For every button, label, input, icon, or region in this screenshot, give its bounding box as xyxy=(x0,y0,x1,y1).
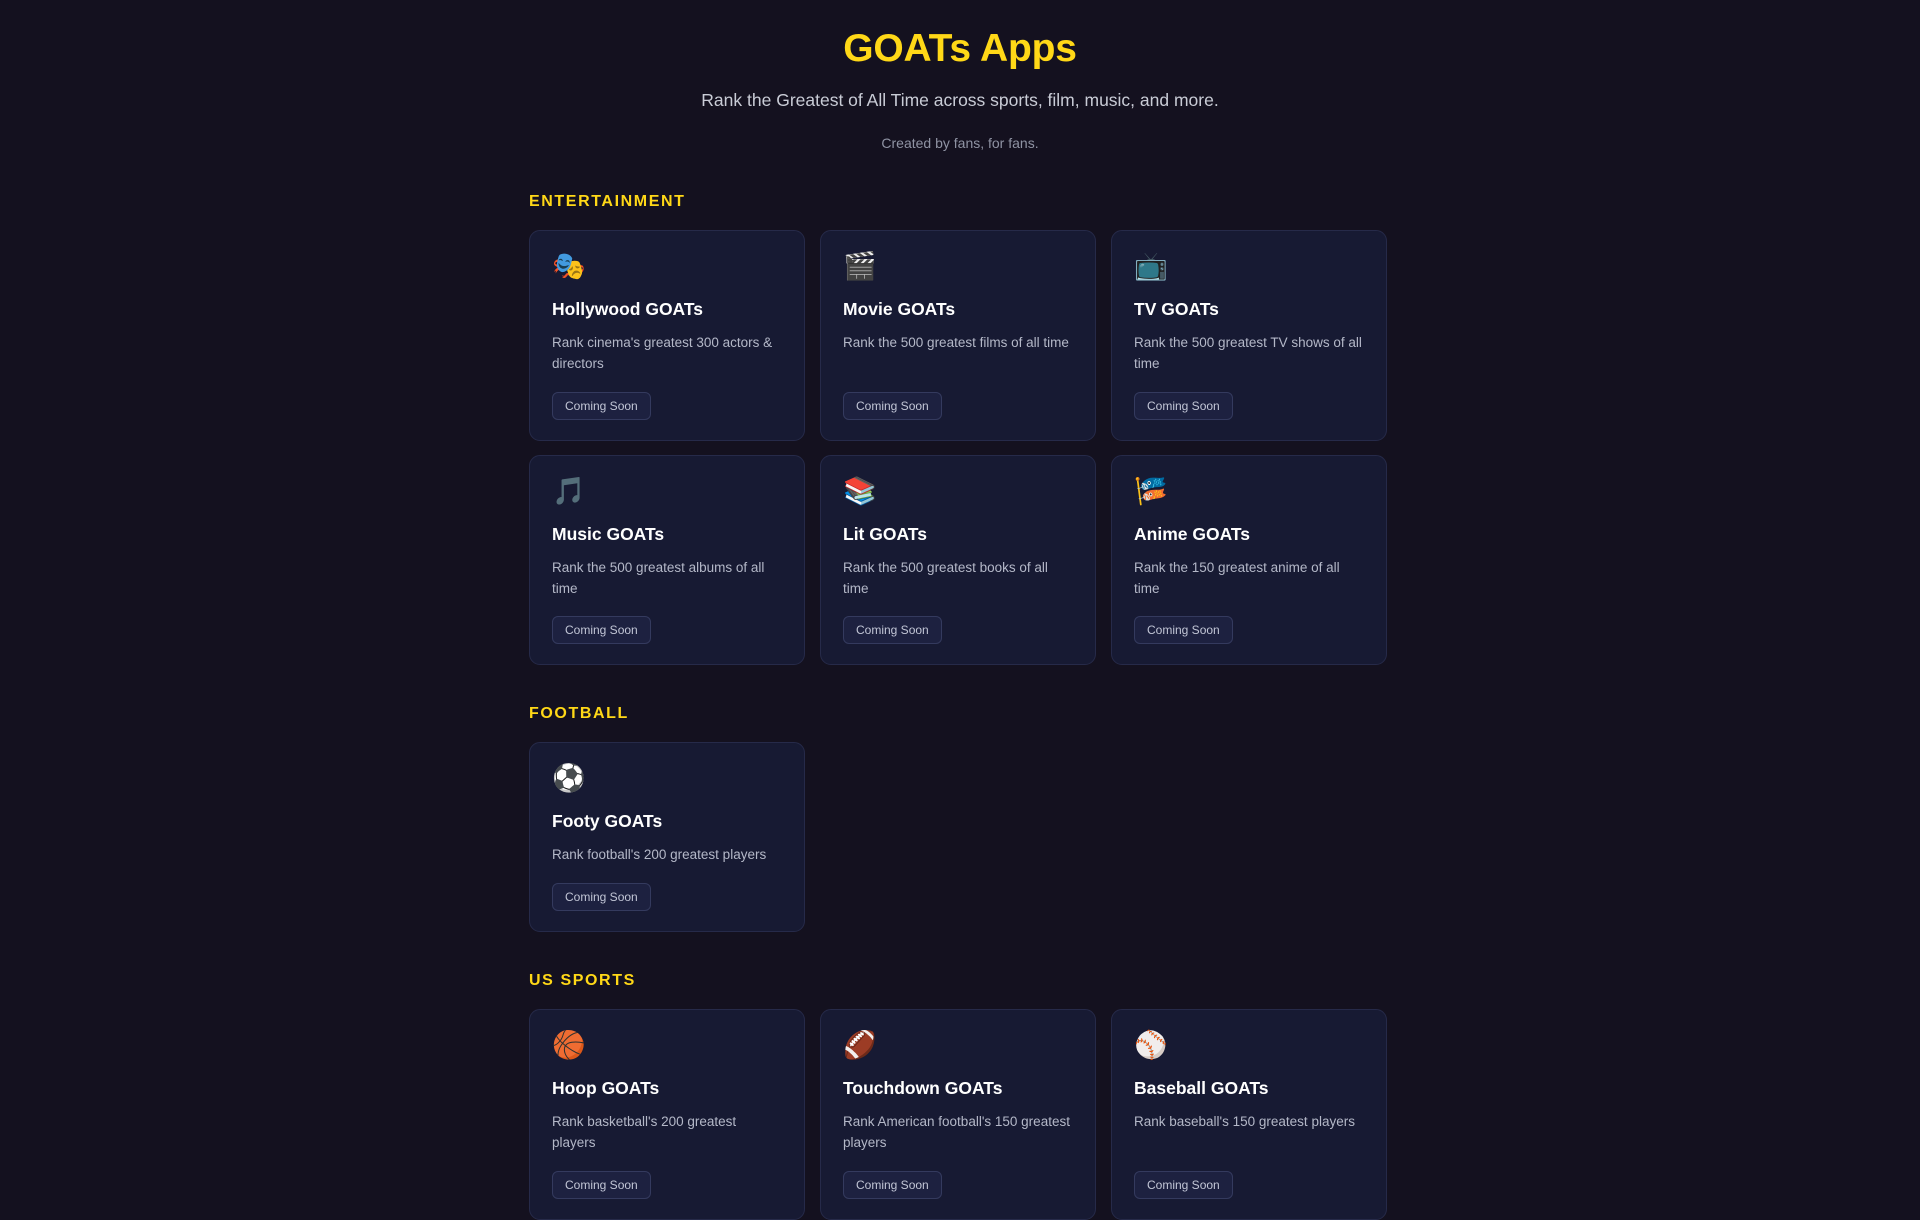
app-card-title: Touchdown GOATs xyxy=(843,1078,1003,1099)
app-card-title: Footy GOATs xyxy=(552,811,663,832)
status-badge: Coming Soon xyxy=(1134,392,1233,420)
app-card-movie-goats[interactable] xyxy=(820,230,1096,441)
page-subtitle: Rank the Greatest of All Time across sports, film, music, and more. xyxy=(701,89,1219,110)
app-card-hoop-goats[interactable] xyxy=(529,1009,805,1220)
app-card-title: Music GOATs xyxy=(552,523,665,544)
app-card-hollywood-goats[interactable] xyxy=(529,230,805,441)
section-title-football: FOOTBALL xyxy=(529,705,629,723)
page-title: GOATs Apps xyxy=(843,27,1077,70)
page-header xyxy=(0,26,1920,151)
status-badge: Coming Soon xyxy=(1134,1171,1233,1199)
status-badge: Coming Soon xyxy=(552,616,651,644)
section-title-us-sports: US SPORTS xyxy=(529,972,636,990)
card-grid-football xyxy=(529,742,1391,932)
app-card-touchdown-goats[interactable] xyxy=(820,1009,1096,1220)
app-card-description: Rank the 500 greatest albums of all time xyxy=(552,559,765,596)
section-entertainment xyxy=(529,193,1391,666)
performing-arts-icon: 🎭 xyxy=(552,250,586,281)
app-card-title: Lit GOATs xyxy=(843,523,927,544)
soccer-ball-icon: ⚽ xyxy=(552,763,586,794)
status-badge: Coming Soon xyxy=(843,1171,942,1199)
section-us-sports xyxy=(529,972,1391,1220)
page-tagline: Created by fans, for fans. xyxy=(881,134,1039,151)
television-icon: 📺 xyxy=(1134,250,1168,281)
app-card-title: Anime GOATs xyxy=(1134,523,1251,544)
app-card-title: Movie GOATs xyxy=(843,298,956,319)
app-card-description: Rank baseball's 150 greatest players xyxy=(1134,1114,1355,1130)
app-card-title: Hollywood GOATs xyxy=(552,298,704,319)
app-card-title: Hoop GOATs xyxy=(552,1078,660,1099)
app-card-description: Rank basketball's 200 greatest players xyxy=(552,1114,737,1151)
card-grid-us-sports xyxy=(529,1009,1391,1220)
musical-note-icon: 🎵 xyxy=(552,475,586,506)
books-icon: 📚 xyxy=(843,475,877,506)
app-card-description: Rank football's 200 greatest players xyxy=(552,847,767,863)
app-card-lit-goats[interactable] xyxy=(820,455,1096,666)
section-football xyxy=(529,705,1391,932)
status-badge: Coming Soon xyxy=(843,616,942,644)
sections-container xyxy=(0,193,1920,1220)
app-card-description: Rank the 500 greatest books of all time xyxy=(843,559,1048,596)
app-card-music-goats[interactable] xyxy=(529,455,805,666)
crossed-flags-icon: 🎏 xyxy=(1134,475,1168,506)
app-card-description: Rank cinema's greatest 300 actors & directors xyxy=(552,334,773,371)
app-card-anime-goats[interactable] xyxy=(1111,455,1387,666)
app-card-description: Rank the 500 greatest films of all time xyxy=(843,334,1069,350)
status-badge: Coming Soon xyxy=(552,1171,651,1199)
american-football-icon: 🏈 xyxy=(843,1030,877,1061)
clapper-board-icon: 🎬 xyxy=(843,250,877,281)
app-card-tv-goats[interactable] xyxy=(1111,230,1387,441)
app-card-title: Baseball GOATs xyxy=(1134,1078,1269,1099)
baseball-icon: ⚾ xyxy=(1134,1030,1168,1061)
section-title-entertainment: ENTERTAINMENT xyxy=(529,192,686,210)
app-card-description: Rank American football's 150 greatest players xyxy=(843,1114,1070,1151)
app-card-description: Rank the 500 greatest TV shows of all time xyxy=(1134,334,1362,371)
status-badge: Coming Soon xyxy=(552,392,651,420)
card-grid-entertainment xyxy=(529,230,1391,666)
app-card-footy-goats[interactable] xyxy=(529,742,805,932)
status-badge: Coming Soon xyxy=(1134,616,1233,644)
status-badge: Coming Soon xyxy=(843,392,942,420)
basketball-icon: 🏀 xyxy=(552,1030,586,1061)
app-card-description: Rank the 150 greatest anime of all time xyxy=(1134,559,1340,596)
status-badge: Coming Soon xyxy=(552,883,651,911)
app-card-baseball-goats[interactable] xyxy=(1111,1009,1387,1220)
app-card-title: TV GOATs xyxy=(1134,298,1219,319)
